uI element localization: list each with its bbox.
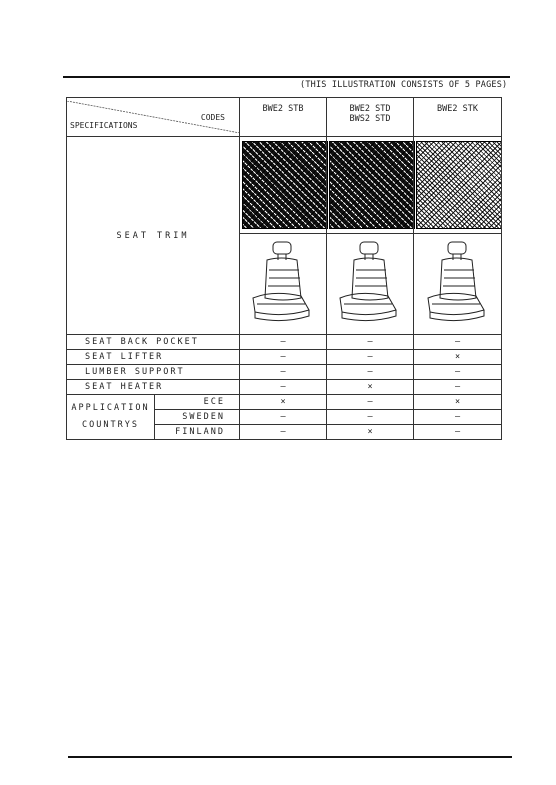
code-2-line1: BWE2 STD	[349, 104, 391, 114]
seat-illustration-cell-3	[414, 234, 502, 335]
country-row	[67, 395, 502, 410]
option-label: LUMBER SUPPORT	[67, 365, 240, 380]
option-row	[67, 335, 502, 350]
option-value: –	[327, 350, 414, 365]
seat-trim-label: SEAT TRIM	[67, 137, 240, 335]
code-1-line1: BWE2 STB	[262, 104, 304, 114]
top-rule	[63, 76, 510, 78]
option-row	[67, 365, 502, 380]
header-row	[67, 98, 502, 137]
option-row	[67, 380, 502, 395]
country-value: –	[240, 410, 327, 425]
application-label: APPLICATION	[71, 403, 150, 413]
country-value: ×	[327, 425, 414, 440]
country-value: –	[414, 425, 502, 440]
country-name: SWEDEN	[155, 410, 240, 425]
country-value: –	[327, 410, 414, 425]
trim-swatch-cell-1	[240, 137, 327, 234]
code-col-3	[414, 98, 502, 137]
country-value: ×	[240, 395, 327, 410]
option-value: –	[240, 335, 327, 350]
seat-illustration-2	[330, 238, 410, 328]
option-value: –	[240, 350, 327, 365]
option-label: SEAT LIFTER	[67, 350, 240, 365]
option-label: SEAT BACK POCKET	[67, 335, 240, 350]
trim-fabric-swatch-3	[416, 141, 502, 229]
option-label: SEAT HEATER	[67, 380, 240, 395]
countrys-label: COUNTRYS	[82, 420, 139, 430]
option-value: –	[414, 380, 502, 395]
trim-fabric-swatch-2	[329, 141, 415, 229]
code-2-line2: BWS2 STD	[349, 114, 391, 124]
seat-illustration-cell-2	[327, 234, 414, 335]
option-value: –	[414, 335, 502, 350]
trim-fabric-swatch-1	[242, 141, 328, 229]
trim-swatch-cell-2	[327, 137, 414, 234]
trim-swatch-row	[67, 137, 502, 234]
country-value: ×	[414, 395, 502, 410]
code-col-1	[240, 98, 327, 137]
option-value: –	[240, 380, 327, 395]
country-value: –	[240, 425, 327, 440]
header-diagonal-cell	[67, 98, 240, 137]
trim-swatch-cell-3	[414, 137, 502, 234]
option-value: –	[240, 365, 327, 380]
seat-illustration-cell-1	[240, 234, 327, 335]
specifications-label: SPECIFICATIONS	[70, 121, 138, 130]
code-3-line1: BWE2 STK	[437, 104, 478, 114]
option-row	[67, 350, 502, 365]
country-value: –	[414, 410, 502, 425]
country-name: ECE	[155, 395, 240, 410]
bottom-rule	[68, 756, 512, 758]
specification-table	[66, 97, 502, 440]
application-countries-label	[67, 395, 155, 440]
codes-label: CODES	[200, 113, 225, 122]
country-value: –	[327, 395, 414, 410]
country-name: FINLAND	[155, 425, 240, 440]
option-value: –	[327, 365, 414, 380]
option-value: –	[414, 365, 502, 380]
seat-illustration-3	[418, 238, 498, 328]
seat-illustration-1	[243, 238, 323, 328]
option-value: ×	[327, 380, 414, 395]
pages-note: (THIS ILLUSTRATION CONSISTS OF 5 PAGES)	[300, 80, 508, 90]
option-value: ×	[414, 350, 502, 365]
code-col-2	[327, 98, 414, 137]
option-value: –	[327, 335, 414, 350]
